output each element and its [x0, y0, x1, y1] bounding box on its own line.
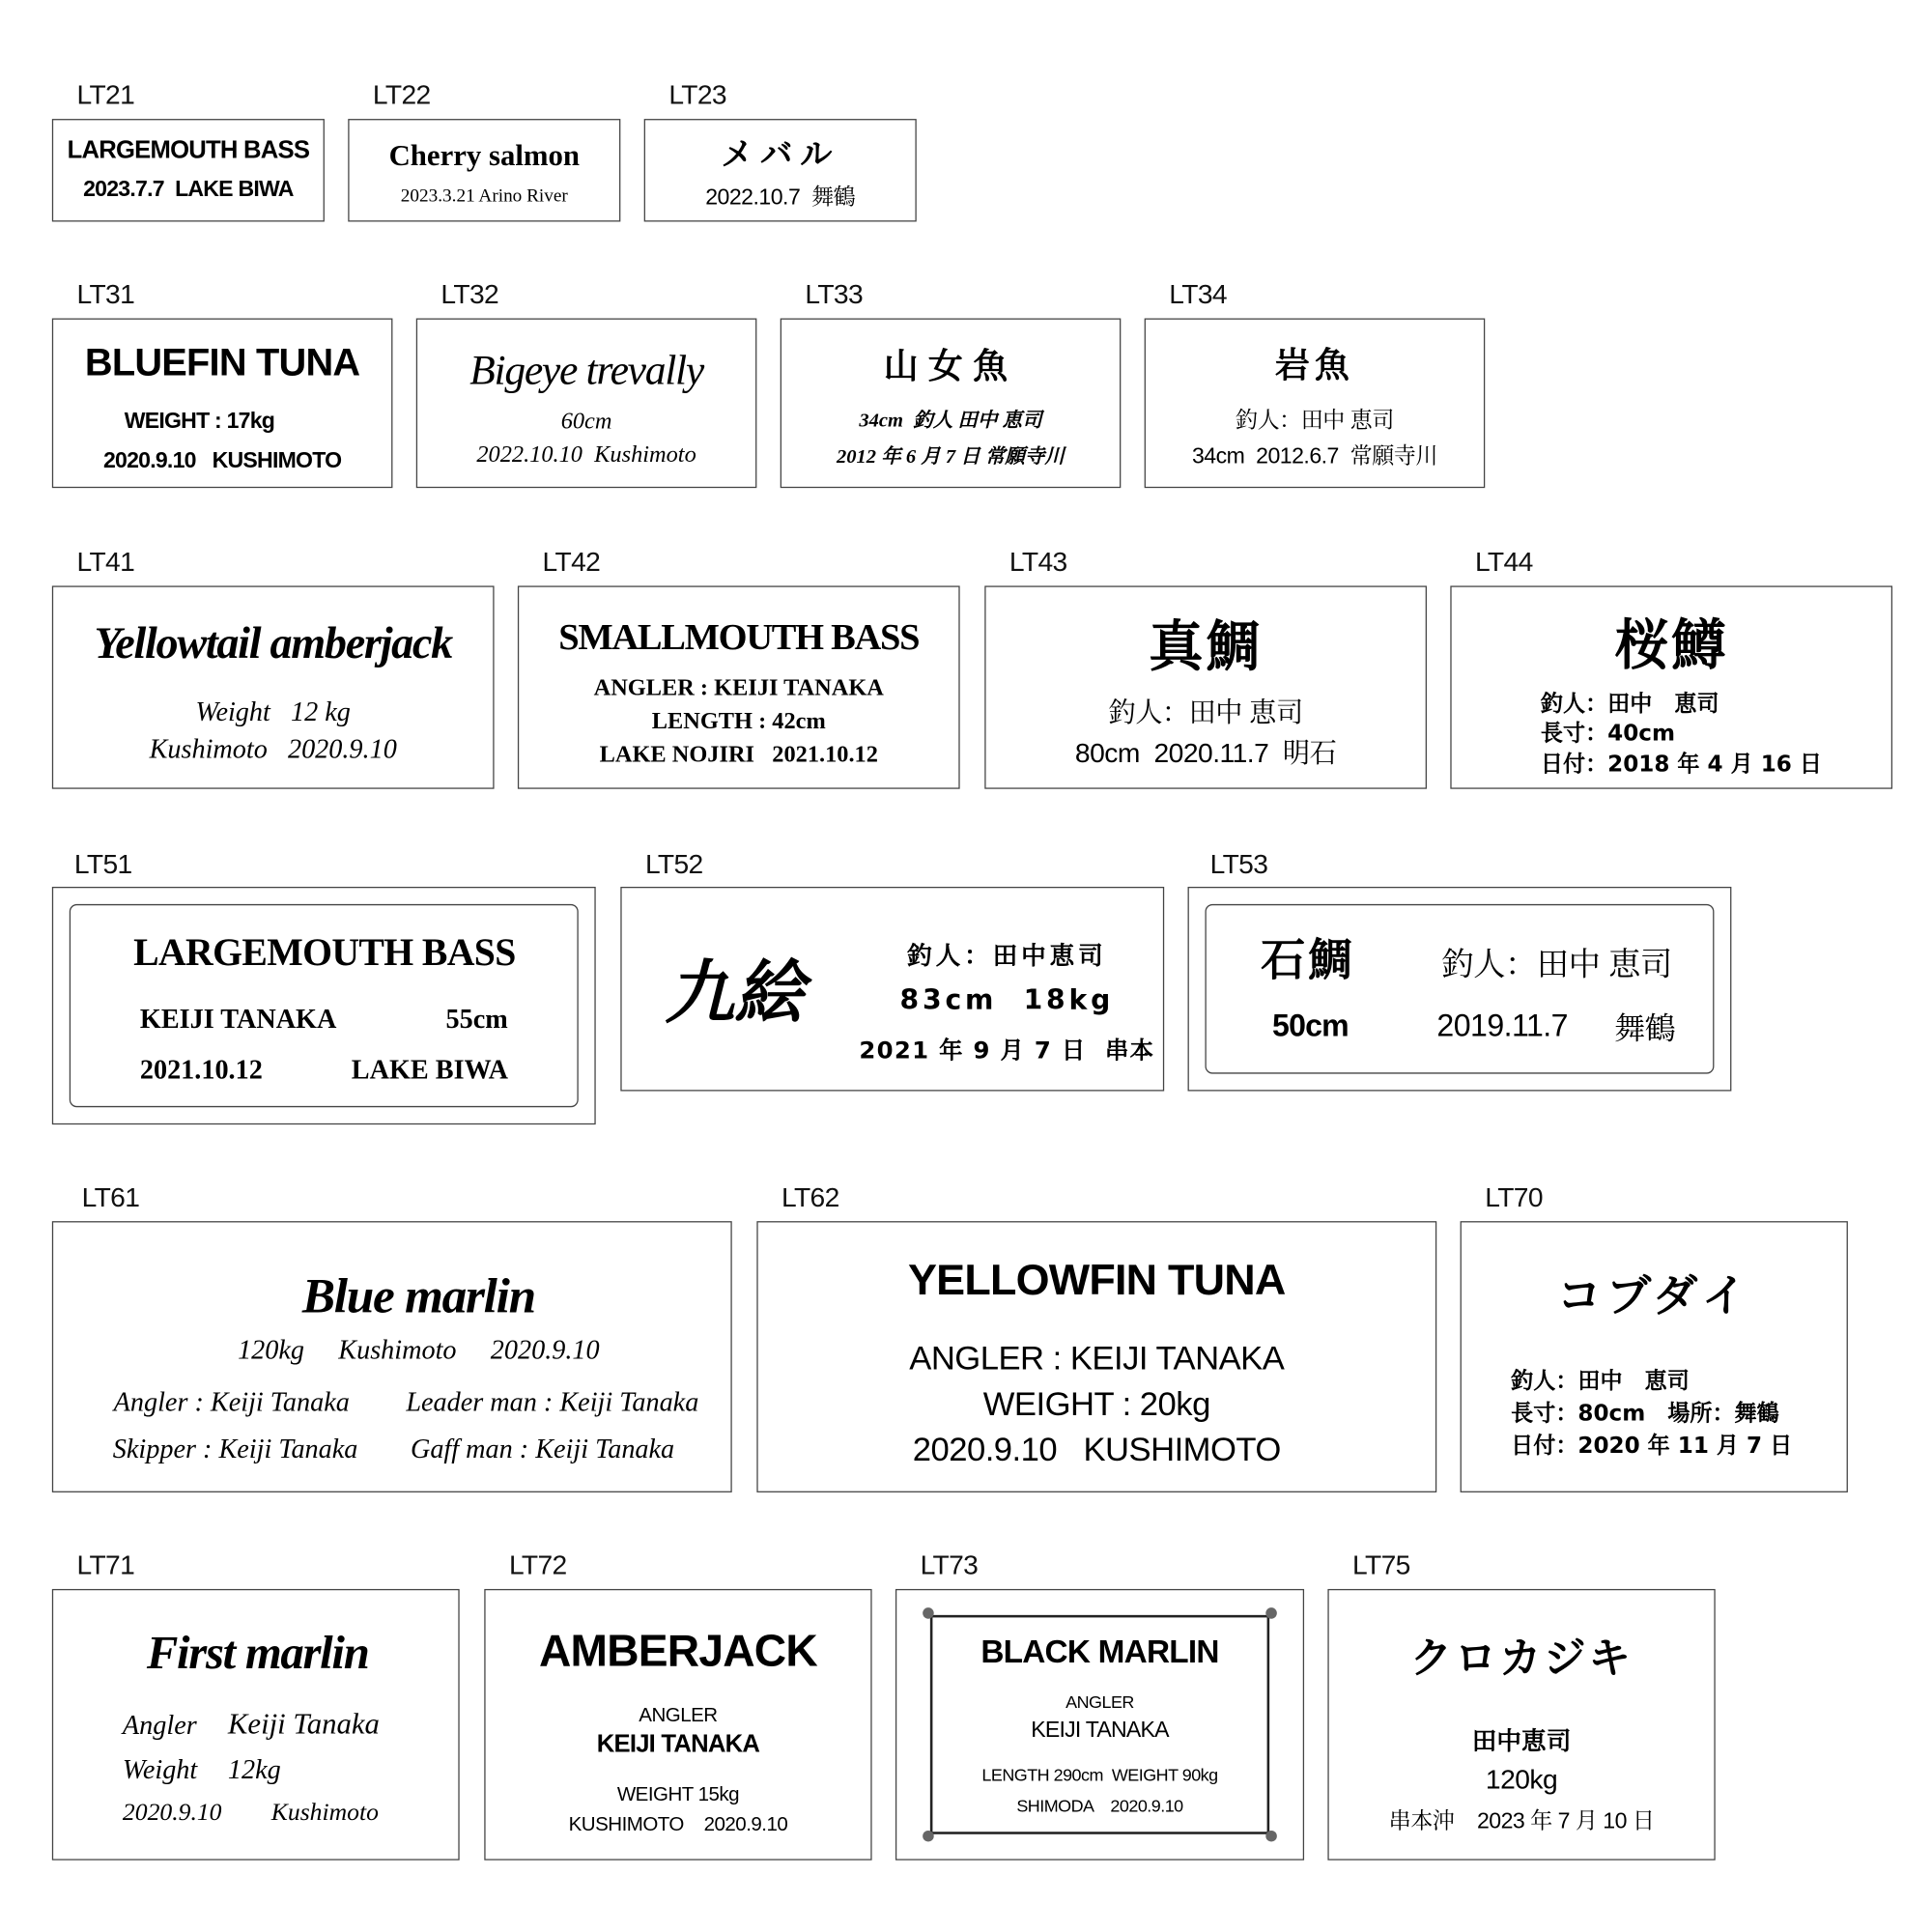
plaque-lt62 [756, 1221, 1436, 1492]
plaque-line: Gaff man : Keiji Tanaka [410, 1433, 675, 1464]
plaque-line: SHIMODA 2020.9.10 [1016, 1796, 1183, 1816]
plaque-code-label: LT41 [76, 546, 135, 578]
plaque-lt71 [52, 1589, 460, 1861]
plaque-code-label: LT70 [1485, 1181, 1543, 1213]
plaque-line: 釣人：田中 恵司 [1236, 407, 1394, 433]
plaque-line: 釣人：田中恵司 [907, 940, 1107, 971]
plaque-line: 日付：2018 年 4 月 16 日 [1540, 752, 1822, 779]
plaque-line: Weight 12 kg [195, 696, 351, 727]
plaque-line: 55cm [445, 1003, 508, 1035]
plaque-line: ANGLER : KEIJI TANAKA [593, 674, 884, 701]
plaque-lt43 [984, 585, 1427, 788]
plaque-line: Angler [122, 1709, 197, 1741]
plaque-line: KEIJI TANAKA [1031, 1717, 1169, 1743]
screw-icon [923, 1831, 934, 1842]
plaque-line: 34cm 2012.6.7 常願寺川 [1191, 442, 1437, 469]
plaque-line: 2012 年 6 月 7 日 常願寺川 [837, 446, 1065, 468]
plaque-lt23 [644, 119, 917, 221]
plaque-line: 長寸：80cm 場所：舞鶴 [1511, 1401, 1779, 1427]
plaque-lt52 [620, 887, 1164, 1092]
plaque-line: 2020.9.10 KUSHIMOTO [102, 447, 342, 473]
plaque-line: 2019.11.7 [1436, 1009, 1568, 1044]
plaque-lt44 [1450, 585, 1892, 788]
screw-icon [1265, 1607, 1277, 1619]
plaque-line: 釣人：田中 恵司 [1108, 696, 1303, 728]
plaque-code-label: LT22 [372, 79, 431, 111]
plaque-lt21 [52, 119, 325, 221]
plaque-line: Skipper : Keiji Tanaka [112, 1433, 358, 1464]
plaque-line: 日付：2020 年 11 月 7 日 [1511, 1433, 1793, 1460]
plaque-line: KEIJI TANAKA [596, 1730, 760, 1758]
plaque-line: 34cm 釣人 田中 恵司 [859, 411, 1042, 432]
plaque-code-label: LT73 [920, 1548, 979, 1580]
plaque-title: 石鯛 [1261, 935, 1355, 987]
plaque-code-label: LT53 [1209, 848, 1268, 880]
plaque-title: 岩魚 [1274, 344, 1354, 385]
plaque-line: 釣人：田中 恵司 [1441, 945, 1672, 983]
plaque-line: 120kg [1485, 1763, 1558, 1795]
plaque-title: コブダイ [1556, 1271, 1751, 1322]
plaque-line: LAKE BIWA [351, 1054, 509, 1086]
plaque-title: クロカジキ [1409, 1634, 1634, 1685]
plaque-line: 串本沖 2023 年 7 月 10 日 [1388, 1807, 1655, 1833]
plaque-line: 80cm 2020.11.7 明石 [1074, 737, 1337, 769]
plaque-line: 120kg Kushimoto 2020.9.10 [238, 1333, 600, 1365]
plaque-title: AMBERJACK [538, 1625, 817, 1676]
plaque-lt72 [484, 1589, 871, 1861]
plaque-lt41 [52, 585, 495, 788]
plaque-code-label: LT33 [805, 278, 864, 310]
plaque-line: 2020.9.10 [122, 1799, 222, 1827]
plaque-line: LENGTH : 42cm [651, 708, 826, 735]
plaque-line: ANGLER [639, 1705, 718, 1727]
plaque-title: 真鯛 [1149, 615, 1264, 679]
plaque-line: Angler : Keiji Tanaka [113, 1385, 350, 1417]
plaque-line: Keiji Tanaka [227, 1708, 380, 1741]
plaque-title: 桜鱒 [1614, 613, 1729, 678]
plaque-code-label: LT43 [1009, 546, 1067, 578]
plaque-line: 2022.10.10 Kushimoto [476, 441, 696, 469]
plaque-code-label: LT72 [508, 1548, 567, 1580]
plaque-code-label: LT42 [542, 546, 601, 578]
plaque-title: Cherry salmon [388, 140, 581, 173]
plaque-lt31 [52, 318, 393, 488]
screw-icon [923, 1607, 934, 1619]
plaque-line: 2023.3.21 Arino River [400, 185, 568, 207]
plaque-line: 2020.9.10 KUSHIMOTO [912, 1431, 1281, 1468]
plaque-title: 九絵 [665, 953, 805, 1035]
plaque-line: LAKE NOJIRI 2021.10.12 [599, 741, 878, 768]
plaque-lt75 [1327, 1589, 1715, 1861]
plaque-line: Kushimoto 2020.9.10 [149, 733, 397, 765]
plaque-lt70 [1461, 1221, 1848, 1492]
plaque-code-label: LT21 [76, 79, 135, 111]
plaque-title: BLACK MARLIN [980, 1633, 1219, 1670]
plaque-line: 60cm [560, 409, 612, 436]
plaque-code-label: LT75 [1352, 1548, 1410, 1580]
plaque-title: LARGEMOUTH BASS [133, 929, 516, 974]
plaque-title: Yellowtail amberjack [94, 617, 452, 668]
plaque-title: Blue marlin [301, 1267, 535, 1323]
plaque-line: 2022.10.7 舞鶴 [705, 185, 856, 210]
plaque-line: WEIGHT 15kg [616, 1784, 740, 1806]
plaque-line: Leader man : Keiji Tanaka [406, 1385, 699, 1417]
plaque-line: 2023.7.7 LAKE BIWA [83, 176, 294, 202]
plaque-line: 田中恵司 [1471, 1725, 1572, 1756]
plaque-code-label: LT62 [781, 1181, 839, 1213]
plaque-lt73 [895, 1589, 1304, 1861]
plaque-code-label: LT44 [1474, 546, 1533, 578]
plaque-code-label: LT23 [668, 79, 726, 111]
screw-icon [1265, 1831, 1277, 1842]
plaque-code-label: LT31 [76, 278, 135, 310]
plaque-line: 長寸：40cm [1540, 721, 1676, 748]
plaque-lt34 [1145, 318, 1486, 488]
plaque-title: BLUEFIN TUNA [84, 340, 360, 384]
plaque-line: Kushimoto [270, 1799, 379, 1827]
plaque-line: KUSHIMOTO 2020.9.10 [568, 1814, 788, 1836]
plaque-code-label: LT71 [76, 1548, 135, 1580]
plaque-line: KEIJI TANAKA [139, 1003, 337, 1035]
plaque-title: YELLOWFIN TUNA [908, 1256, 1286, 1305]
plaque-title: LARGEMOUTH BASS [67, 136, 310, 164]
plaque-line: 舞鶴 [1614, 1011, 1676, 1047]
plaque-title: メバル [721, 136, 840, 175]
plaque-code-label: LT52 [644, 848, 703, 880]
plaque-line: WEIGHT : 17kg [124, 408, 275, 434]
plaque-line: ANGLER : KEIJI TANAKA [909, 1339, 1285, 1378]
plaque-line: Weight [122, 1753, 198, 1785]
plaque-code-label: LT34 [1169, 278, 1227, 310]
plaque-code-label: LT32 [440, 278, 499, 310]
plaque-lt53 [1188, 887, 1732, 1092]
plaque-line: 12kg [227, 1753, 281, 1785]
plaque-code-label: LT61 [81, 1181, 140, 1213]
plaque-title: Bigeye trevally [469, 348, 703, 394]
plaque-title: SMALLMOUTH BASS [558, 616, 920, 658]
plaque-lt61 [52, 1221, 732, 1492]
plaque-line: ANGLER [1065, 1691, 1134, 1712]
plaque-lt42 [518, 585, 960, 788]
plaque-line: 釣人：田中 恵司 [1511, 1368, 1690, 1395]
plaque-line: 83cm 18kg [899, 984, 1115, 1016]
plaque-line: 2021.10.12 [139, 1054, 263, 1086]
plaque-line: 50cm [1272, 1009, 1349, 1044]
plaque-title: 山女魚 [883, 345, 1018, 387]
plaque-line: 2021 年 9 月 7 日 串本 [859, 1037, 1155, 1065]
plaque-line: WEIGHT : 20kg [982, 1385, 1210, 1423]
plaque-lt51 [52, 887, 596, 1124]
plaque-line: LENGTH 290cm WEIGHT 90kg [981, 1764, 1218, 1785]
plaque-line: 釣人：田中 恵司 [1540, 691, 1719, 718]
plaque-code-label: LT51 [73, 848, 132, 880]
plaque-lt22 [348, 119, 620, 221]
plaque-lt32 [416, 318, 757, 488]
plaque-lt33 [781, 318, 1122, 488]
plaque-title: First marlin [146, 1627, 369, 1680]
